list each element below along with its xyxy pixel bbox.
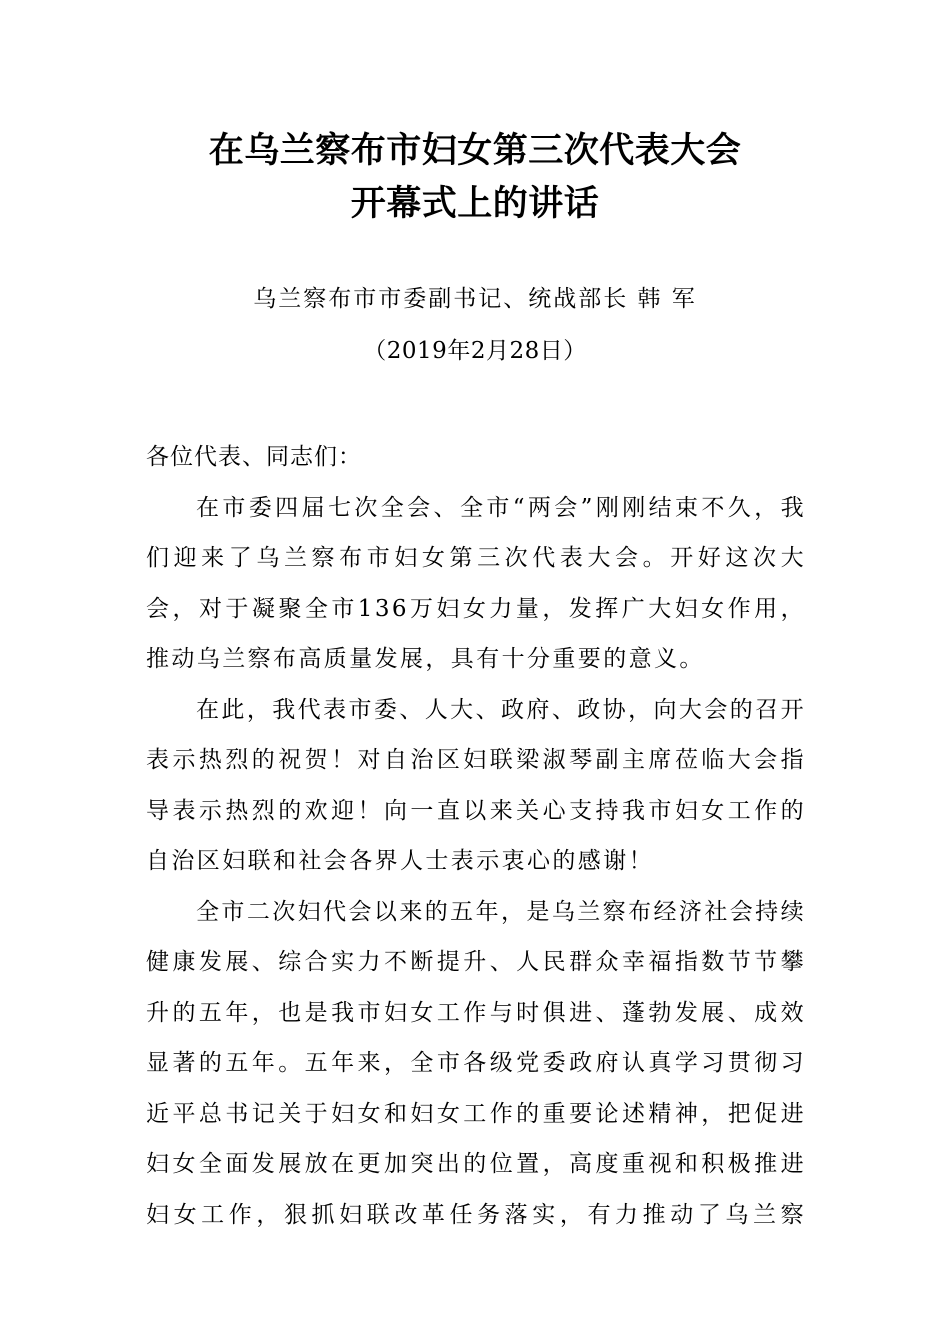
document-title-line-1: 在乌兰察布市妇女第三次代表大会: [208, 131, 742, 171]
speech-body: [146, 432, 806, 1240]
paragraph-2: 在此，我代表市委、人大、政府、政协，向大会的召开表示热烈的祝贺！对自治区妇联梁淑琴副主席莅临大会指导表示热烈的欢迎！向一直以来关心支持我市妇女工作的自治区妇联和社会各界人士表示衷心的感谢！: [146, 696, 806, 874]
salutation: 各位代表、同志们：: [146, 444, 362, 470]
paragraph-1: 在市委四届七次全会、全市“两会”刚刚结束不久，我们迎来了乌兰察布市妇女第三次代表大会。开好这次大会，对于凝聚全市136万妇女力量，发挥广大妇女作用，推动乌兰察布高质量发展，具有十分重要的意义。: [146, 494, 806, 672]
author-line: 乌兰察布市市委副书记、统战部长 韩 军: [253, 286, 697, 312]
date-line: （2019年2月28日）: [363, 338, 587, 364]
paragraph-3: 全市二次妇代会以来的五年，是乌兰察布经济社会持续健康发展、综合实力不断提升、人民群众幸福指数节节攀升的五年，也是我市妇女工作与时俱进、蓬勃发展、成效显著的五年。五年来，全市各级党委政府认真学习贯彻习近平总书记关于妇女和妇女工作的重要论述精神，把促进妇女全面发展放在更加突出的位置，高度重视和积极推进妇女工作，狠抓妇联改革任务落实，有力推动了乌兰察: [146, 898, 806, 1228]
document-title-line-2: 开幕式上的讲话: [350, 184, 600, 224]
